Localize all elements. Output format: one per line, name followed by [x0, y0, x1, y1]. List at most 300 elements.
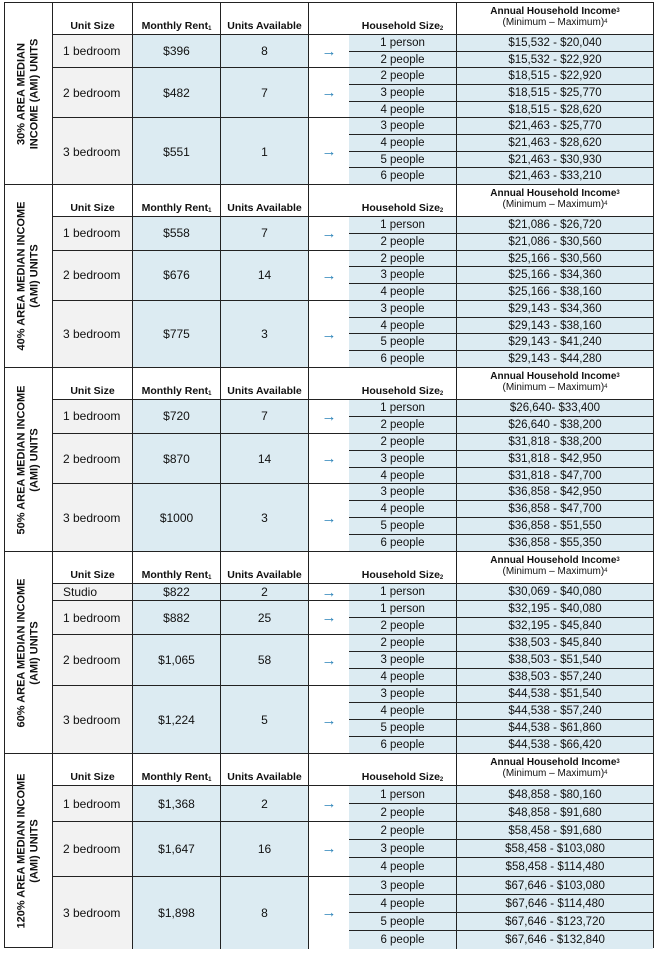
unit-row [53, 786, 349, 822]
unit-size: 1 bedroom [53, 400, 133, 433]
section-title-line1: 60% AREA MEDIAN INCOME [15, 578, 28, 727]
household-row [349, 468, 653, 485]
income-range: $18,515 - $25,770 [508, 86, 602, 99]
footnote-marker: 3 [616, 557, 620, 563]
unit-size: Studio [53, 584, 133, 600]
household-size: 4 people [349, 895, 457, 912]
income-range: $15,532 - $20,040 [508, 37, 602, 49]
arrow-right-icon: → [309, 584, 349, 600]
header-units-available: Units Available [221, 754, 309, 785]
footnote-marker: 2 [439, 575, 444, 581]
units-available: 2 [221, 786, 309, 821]
section-title-line2: (AMI) UNITS [28, 427, 41, 492]
household-size: 2 people [349, 52, 457, 68]
income-range: $31,818 - $38,200 [508, 435, 602, 448]
unit-row [53, 35, 349, 68]
unit-row [53, 601, 349, 635]
household-row [349, 931, 653, 949]
household-row [349, 334, 653, 351]
monthly-rent: $482 [133, 68, 221, 117]
units-available: 14 [221, 251, 309, 300]
household-size: 5 people [349, 518, 457, 534]
header-unit-size: Unit Size [53, 754, 133, 785]
household-size: 4 people [349, 703, 457, 719]
household-size: 6 people [349, 535, 457, 552]
household-row [349, 822, 653, 840]
header-annual-income [457, 3, 653, 34]
header-household-size [349, 3, 457, 34]
income-range: $21,463 - $30,930 [508, 153, 602, 166]
header-min-max-label: (Minimum – Maximum) [502, 566, 605, 577]
arrow-right-icon: → [309, 251, 349, 300]
section-title-line1: 120% AREA MEDIAN INCOME [15, 772, 28, 929]
arrow-right-icon: → [309, 301, 349, 368]
income-range: $36,858 - $42,950 [508, 486, 602, 499]
units-available: 8 [221, 35, 309, 67]
household-row [349, 135, 653, 152]
household-row [349, 168, 653, 185]
household-size: 4 people [349, 501, 457, 517]
income-range: $32,195 - $40,080 [508, 603, 602, 615]
household-row [349, 217, 653, 234]
household-size: 4 people [349, 135, 457, 151]
section-title-line2: (AMI) UNITS [28, 620, 41, 685]
arrow-right-icon: → [309, 686, 349, 754]
household-row [349, 251, 653, 268]
household-row [349, 434, 653, 451]
household-size: 5 people [349, 152, 457, 168]
section-title-text [16, 202, 42, 351]
header-annual-income [457, 754, 653, 785]
header-units-available: Units Available [221, 552, 309, 583]
income-table-header [349, 185, 653, 217]
unit-size: 1 bedroom [53, 601, 133, 634]
unit-row [53, 822, 349, 876]
unit-row [53, 877, 349, 949]
footnote-marker: 3 [616, 759, 620, 765]
household-row [349, 152, 653, 169]
monthly-rent: $1,224 [133, 686, 221, 754]
income-range: $67,646 - $132,840 [505, 933, 605, 946]
household-size: 3 people [349, 686, 457, 702]
household-row [349, 804, 653, 822]
household-row [349, 720, 653, 737]
household-size: 2 people [349, 618, 457, 634]
unit-table-header [53, 754, 349, 786]
household-size: 3 people [349, 301, 457, 317]
footnote-marker: 4 [604, 201, 608, 207]
unit-size: 2 bedroom [53, 251, 133, 300]
section-title-line2: (AMI) UNITS [28, 244, 41, 308]
household-row [349, 451, 653, 468]
header-annual-income-title [457, 188, 653, 199]
header-monthly-rent-label: Monthly Rent [141, 569, 209, 581]
household-size: 4 people [349, 284, 457, 300]
units-available: 7 [221, 68, 309, 117]
income-range: $38,503 - $45,840 [508, 637, 602, 649]
unit-table-header [53, 185, 349, 217]
section-title-text [16, 38, 42, 149]
unit-size: 3 bedroom [53, 686, 133, 754]
income-range: $38,503 - $57,240 [508, 671, 602, 683]
footnote-marker: 1 [208, 208, 212, 214]
header-min-max-label: (Minimum – Maximum) [502, 17, 605, 28]
header-annual-income-title [457, 757, 653, 768]
header-household-size [349, 185, 457, 216]
unit-row [53, 217, 349, 251]
unit-row [53, 686, 349, 754]
income-range: $30,069 - $40,080 [508, 586, 602, 598]
header-monthly-rent [133, 3, 221, 34]
household-size: 2 people [349, 635, 457, 651]
household-size: 3 people [349, 85, 457, 101]
header-spacer [309, 3, 349, 34]
household-size: 3 people [349, 484, 457, 500]
unit-size: 1 bedroom [53, 35, 133, 67]
units-available: 14 [221, 434, 309, 484]
household-size: 5 people [349, 334, 457, 350]
household-size: 2 people [349, 234, 457, 250]
header-unit-size: Unit Size [53, 552, 133, 583]
income-range: $26,640- $33,400 [509, 402, 601, 414]
ami-section [4, 753, 654, 948]
ami-section [4, 551, 654, 753]
income-range: $21,463 - $28,620 [508, 136, 602, 149]
income-range: $25,166 - $38,160 [508, 286, 602, 299]
household-row [349, 686, 653, 703]
household-size: 1 person [349, 217, 457, 233]
household-row [349, 618, 653, 635]
section-title [5, 368, 53, 551]
monthly-rent: $676 [133, 251, 221, 300]
household-size: 4 people [349, 102, 457, 118]
household-row [349, 895, 653, 913]
units-available: 1 [221, 118, 309, 185]
section-title [5, 185, 53, 367]
household-size: 4 people [349, 318, 457, 334]
header-spacer [309, 754, 349, 785]
income-range: $21,463 - $25,770 [508, 120, 602, 133]
arrow-right-icon: → [309, 400, 349, 433]
header-monthly-rent-label: Monthly Rent [141, 771, 209, 783]
header-monthly-rent [133, 368, 221, 399]
footnote-marker: 4 [604, 568, 608, 574]
household-row [349, 484, 653, 501]
household-row [349, 913, 653, 931]
unit-size: 3 bedroom [53, 877, 133, 949]
unit-size: 2 bedroom [53, 635, 133, 685]
footnote-marker: 4 [604, 384, 608, 390]
header-units-available: Units Available [221, 368, 309, 399]
section-title-line1: 40% AREA MEDIAN INCOME [15, 201, 28, 351]
household-size: 6 people [349, 168, 457, 185]
header-min-max [457, 382, 653, 393]
household-row [349, 118, 653, 135]
monthly-rent: $1000 [133, 484, 221, 552]
monthly-rent: $1,898 [133, 877, 221, 949]
units-available: 5 [221, 686, 309, 754]
household-row [349, 351, 653, 368]
header-household-size-label: Household Size [361, 771, 440, 783]
header-monthly-rent [133, 552, 221, 583]
income-table [349, 368, 653, 551]
household-row [349, 669, 653, 686]
footnote-marker: 3 [616, 190, 620, 196]
footnote-marker: 1 [208, 391, 212, 397]
income-range: $44,538 - $57,240 [508, 705, 602, 717]
income-range: $67,646 - $123,720 [505, 915, 605, 928]
header-household-size [349, 368, 457, 399]
header-household-size [349, 754, 457, 785]
footnote-marker: 1 [208, 26, 212, 32]
income-range: $67,646 - $103,080 [505, 879, 605, 892]
header-units-available: Units Available [221, 3, 309, 34]
unit-table-header [53, 368, 349, 400]
header-annual-income-label: Annual Household Income [490, 757, 617, 768]
header-annual-income-label: Annual Household Income [490, 371, 617, 382]
income-range: $31,818 - $42,950 [508, 452, 602, 465]
income-range: $25,166 - $30,560 [508, 252, 602, 265]
household-size: 5 people [349, 720, 457, 736]
monthly-rent: $870 [133, 434, 221, 484]
income-range: $36,858 - $51,550 [508, 520, 602, 533]
income-range: $15,532 - $22,920 [508, 53, 602, 66]
household-size: 3 people [349, 652, 457, 668]
household-row [349, 85, 653, 102]
household-size: 5 people [349, 913, 457, 930]
header-min-max [457, 17, 653, 28]
arrow-right-icon: → [309, 434, 349, 484]
header-annual-income-title [457, 371, 653, 382]
household-size: 3 people [349, 451, 457, 467]
household-size: 1 person [349, 601, 457, 617]
household-row [349, 518, 653, 535]
household-row [349, 601, 653, 618]
section-title-text [16, 773, 42, 928]
section-title-text [16, 385, 42, 534]
household-row [349, 417, 653, 434]
monthly-rent: $551 [133, 118, 221, 185]
unit-size: 2 bedroom [53, 434, 133, 484]
monthly-rent: $1,647 [133, 822, 221, 875]
household-row [349, 584, 653, 601]
unit-row [53, 400, 349, 434]
header-monthly-rent-label: Monthly Rent [141, 20, 209, 32]
header-monthly-rent [133, 185, 221, 216]
household-row [349, 858, 653, 876]
footnote-marker: 4 [604, 19, 608, 25]
unit-table [53, 185, 349, 367]
footnote-marker: 4 [604, 770, 608, 776]
income-range: $25,166 - $34,360 [508, 269, 602, 282]
household-row [349, 284, 653, 301]
income-table [349, 754, 653, 947]
income-range: $44,538 - $61,860 [508, 722, 602, 734]
header-monthly-rent [133, 754, 221, 785]
arrow-right-icon: → [309, 68, 349, 117]
unit-row [53, 484, 349, 552]
header-household-size-label: Household Size [361, 20, 440, 32]
income-range: $29,143 - $41,240 [508, 336, 602, 349]
monthly-rent: $775 [133, 301, 221, 368]
household-size: 3 people [349, 118, 457, 134]
section-title [5, 552, 53, 753]
household-row [349, 635, 653, 652]
header-spacer [309, 368, 349, 399]
income-range: $29,143 - $38,160 [508, 319, 602, 332]
income-range: $44,538 - $66,420 [508, 739, 602, 751]
ami-income-table [4, 2, 654, 948]
header-annual-income-title [457, 555, 653, 566]
header-min-max-label: (Minimum – Maximum) [502, 768, 605, 779]
arrow-right-icon: → [309, 877, 349, 949]
header-min-max-label: (Minimum – Maximum) [502, 382, 605, 393]
section-title [5, 3, 53, 184]
household-row [349, 35, 653, 52]
section-title-line2: (AMI) UNITS [28, 818, 41, 883]
household-row [349, 301, 653, 318]
header-min-max [457, 768, 653, 779]
household-size: 2 people [349, 822, 457, 839]
unit-size: 1 bedroom [53, 786, 133, 821]
arrow-right-icon: → [309, 635, 349, 685]
header-spacer [309, 552, 349, 583]
income-range: $29,143 - $44,280 [508, 353, 602, 366]
footnote-marker: 1 [208, 777, 212, 783]
household-row [349, 786, 653, 804]
income-range: $48,858 - $80,160 [508, 789, 602, 801]
unit-row [53, 118, 349, 185]
income-range: $58,458 - $114,480 [505, 861, 605, 874]
income-range: $36,858 - $47,700 [508, 503, 602, 516]
footnote-marker: 2 [439, 391, 444, 397]
household-row [349, 400, 653, 417]
income-range: $67,646 - $114,480 [505, 897, 605, 910]
section-title-text [16, 578, 42, 727]
income-range: $21,086 - $26,720 [508, 219, 602, 231]
household-row [349, 501, 653, 518]
footnote-marker: 2 [439, 26, 444, 32]
ami-section [4, 184, 654, 367]
household-size: 4 people [349, 669, 457, 685]
monthly-rent: $558 [133, 217, 221, 250]
household-row [349, 840, 653, 858]
income-range: $58,458 - $91,680 [508, 825, 602, 838]
income-table [349, 552, 653, 753]
household-row [349, 234, 653, 251]
monthly-rent: $396 [133, 35, 221, 67]
header-unit-size: Unit Size [53, 368, 133, 399]
household-size: 6 people [349, 737, 457, 754]
header-unit-size: Unit Size [53, 3, 133, 34]
monthly-rent: $1,065 [133, 635, 221, 685]
household-size: 1 person [349, 35, 457, 51]
header-annual-income-title [457, 6, 653, 17]
monthly-rent: $822 [133, 584, 221, 600]
household-row [349, 535, 653, 552]
household-size: 4 people [349, 858, 457, 875]
income-table [349, 185, 653, 367]
income-range: $31,818 - $47,700 [508, 469, 602, 482]
header-annual-income-label: Annual Household Income [490, 188, 617, 199]
household-size: 2 people [349, 434, 457, 450]
header-min-max-label: (Minimum – Maximum) [502, 199, 605, 210]
unit-table-header [53, 3, 349, 35]
header-units-available: Units Available [221, 185, 309, 216]
unit-size: 3 bedroom [53, 118, 133, 185]
header-monthly-rent-label: Monthly Rent [141, 202, 209, 214]
footnote-marker: 2 [439, 208, 444, 214]
unit-size: 3 bedroom [53, 484, 133, 552]
header-household-size-label: Household Size [361, 202, 440, 214]
arrow-right-icon: → [309, 118, 349, 185]
monthly-rent: $882 [133, 601, 221, 634]
units-available: 25 [221, 601, 309, 634]
header-annual-income [457, 185, 653, 216]
arrow-right-icon: → [309, 35, 349, 67]
units-available: 7 [221, 217, 309, 250]
header-min-max [457, 566, 653, 577]
household-size: 3 people [349, 267, 457, 283]
unit-table-header [53, 552, 349, 584]
household-row [349, 102, 653, 119]
household-size: 1 person [349, 786, 457, 803]
household-size: 4 people [349, 468, 457, 484]
household-row [349, 877, 653, 895]
units-available: 16 [221, 822, 309, 875]
section-title-line1: 50% AREA MEDIAN INCOME [15, 385, 28, 534]
units-available: 3 [221, 484, 309, 552]
household-row [349, 267, 653, 284]
ami-section [4, 367, 654, 551]
arrow-right-icon: → [309, 822, 349, 875]
section-title-line2: INCOME (AMI) UNITS [28, 38, 41, 149]
income-table [349, 3, 653, 184]
income-range: $18,515 - $22,920 [508, 70, 602, 83]
income-range: $48,858 - $91,680 [508, 807, 602, 820]
unit-table [53, 3, 349, 184]
income-range: $21,463 - $33,210 [508, 170, 602, 183]
household-row [349, 52, 653, 69]
units-available: 3 [221, 301, 309, 368]
unit-size: 1 bedroom [53, 217, 133, 250]
household-size: 2 people [349, 417, 457, 433]
income-range: $21,086 - $30,560 [508, 235, 602, 248]
income-table-header [349, 3, 653, 35]
ami-section [4, 2, 654, 184]
household-size: 6 people [349, 931, 457, 949]
household-size: 3 people [349, 840, 457, 857]
units-available: 2 [221, 584, 309, 600]
unit-table [53, 368, 349, 551]
footnote-marker: 1 [208, 575, 212, 581]
header-household-size-label: Household Size [361, 569, 440, 581]
unit-table [53, 552, 349, 753]
header-annual-income [457, 368, 653, 399]
unit-size: 2 bedroom [53, 68, 133, 117]
header-monthly-rent-label: Monthly Rent [141, 385, 209, 397]
units-available: 58 [221, 635, 309, 685]
unit-size: 3 bedroom [53, 301, 133, 368]
header-household-size [349, 552, 457, 583]
income-range: $38,503 - $51,540 [508, 654, 602, 666]
arrow-right-icon: → [309, 484, 349, 552]
footnote-marker: 2 [439, 777, 444, 783]
section-title [5, 754, 53, 947]
unit-row [53, 68, 349, 118]
household-size: 2 people [349, 251, 457, 267]
household-size: 6 people [349, 351, 457, 368]
